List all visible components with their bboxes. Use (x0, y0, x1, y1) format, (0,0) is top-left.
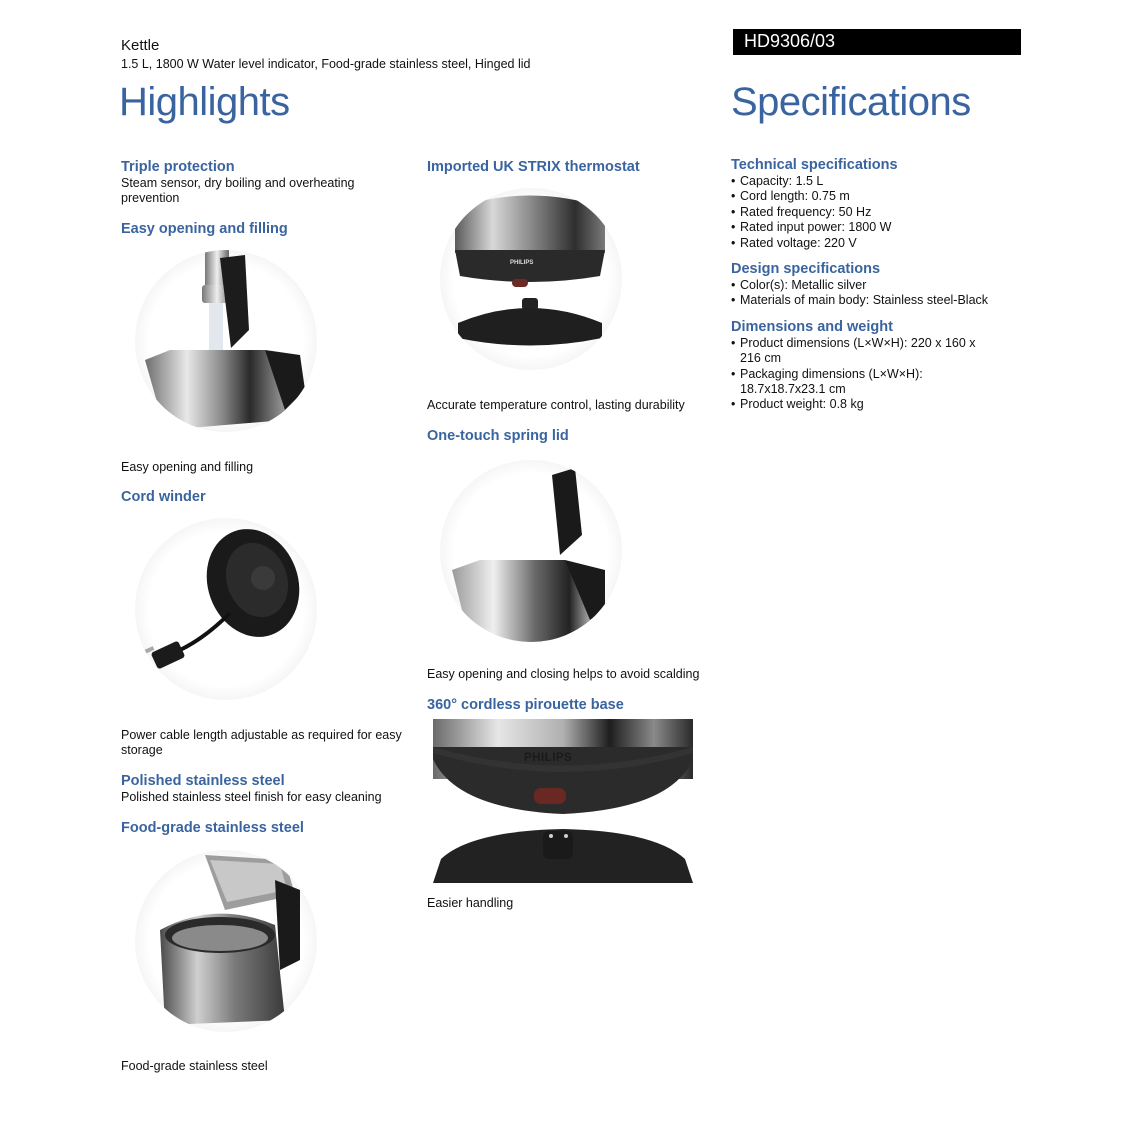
image-spring-lid (440, 460, 622, 642)
product-subtitle: 1.5 L, 1800 W Water level indicator, Food-grade stainless steel, Hinged lid (121, 57, 531, 71)
philips-brand-label: PHILIPS (524, 752, 573, 764)
spec-heading-technical: Technical specifications (731, 157, 898, 173)
spec-item: • Capacity: 1.5 L (731, 174, 1021, 189)
highlight-caption-pirouette-base: Easier handling (427, 896, 514, 910)
spec-item: • Rated input power: 1800 W (731, 220, 1021, 235)
spec-item: • Rated frequency: 50 Hz (731, 205, 1021, 220)
kettle-base-closeup-illustration (431, 719, 695, 883)
spec-heading-dimensions: Dimensions and weight (731, 318, 893, 335)
philips-logo-small: PHILIPS (510, 260, 534, 266)
highlight-text-triple-protection: Steam sensor, dry boiling and overheating prevention (121, 176, 355, 205)
highlight-caption-cord-winder: Power cable length adjustable as required for easy storage (121, 728, 402, 757)
image-strix-thermostat (440, 188, 622, 370)
highlight-heading-cord-winder: Cord winder (121, 489, 206, 505)
product-name: Kettle (121, 37, 160, 54)
spec-item: • Product dimensions (L×W×H): 220 x 160 x 216 cm (731, 336, 993, 367)
highlight-text-polished-steel: Polished stainless steel finish for easy cleaning (121, 790, 382, 804)
spec-group-technical (731, 157, 1021, 251)
image-kettle-filling (135, 250, 317, 432)
model-number: HD9306/03 (744, 31, 836, 51)
kettle-lifted-illustration (440, 188, 622, 370)
spec-item: • Packaging dimensions (L×W×H): 18.7x18.7x23.1 cm (731, 367, 930, 398)
kettle-lid-open-illustration (440, 460, 622, 642)
specifications-section (731, 157, 1021, 423)
highlight-heading-easy-opening: Easy opening and filling (121, 221, 288, 237)
highlight-caption-spring-lid: Easy opening and closing helps to avoid scalding (427, 667, 700, 681)
spec-group-dimensions (731, 319, 1021, 413)
highlight-heading-pirouette-base: 360° cordless pirouette base (427, 697, 624, 713)
kettle-filling-illustration (135, 250, 317, 432)
model-number-bar (733, 29, 1021, 55)
highlight-caption-food-grade: Food-grade stainless steel (121, 1059, 268, 1073)
highlight-heading-triple-protection: Triple protection (121, 159, 235, 175)
specifications-title: Specifications (731, 80, 971, 124)
highlight-heading-food-grade: Food-grade stainless steel (121, 820, 304, 836)
highlight-heading-strix-thermostat: Imported UK STRIX thermostat (427, 159, 640, 175)
spec-heading-design: Design specifications (731, 261, 881, 278)
image-cord-winder (135, 518, 317, 700)
spec-item: • Product weight: 0.8 kg (731, 397, 993, 412)
highlights-title: Highlights (119, 80, 290, 124)
highlight-caption-easy-opening: Easy opening and filling (121, 460, 254, 474)
spec-item: • Materials of main body: Stainless steel-Black (731, 293, 1021, 308)
highlight-heading-spring-lid: One-touch spring lid (427, 428, 569, 444)
spec-item: • Rated voltage: 220 V (731, 236, 1021, 251)
highlight-heading-polished-steel: Polished stainless steel (121, 773, 285, 789)
spec-item: • Cord length: 0.75 m (731, 189, 1021, 204)
kettle-interior-illustration (135, 850, 317, 1032)
spec-group-design (731, 261, 1021, 309)
spec-item: • Color(s): Metallic silver (731, 278, 1021, 293)
base-with-cord-illustration (135, 518, 317, 700)
highlight-caption-strix-thermostat: Accurate temperature control, lasting durability (427, 398, 685, 412)
image-food-grade (135, 850, 317, 1032)
image-pirouette-base (431, 719, 695, 883)
